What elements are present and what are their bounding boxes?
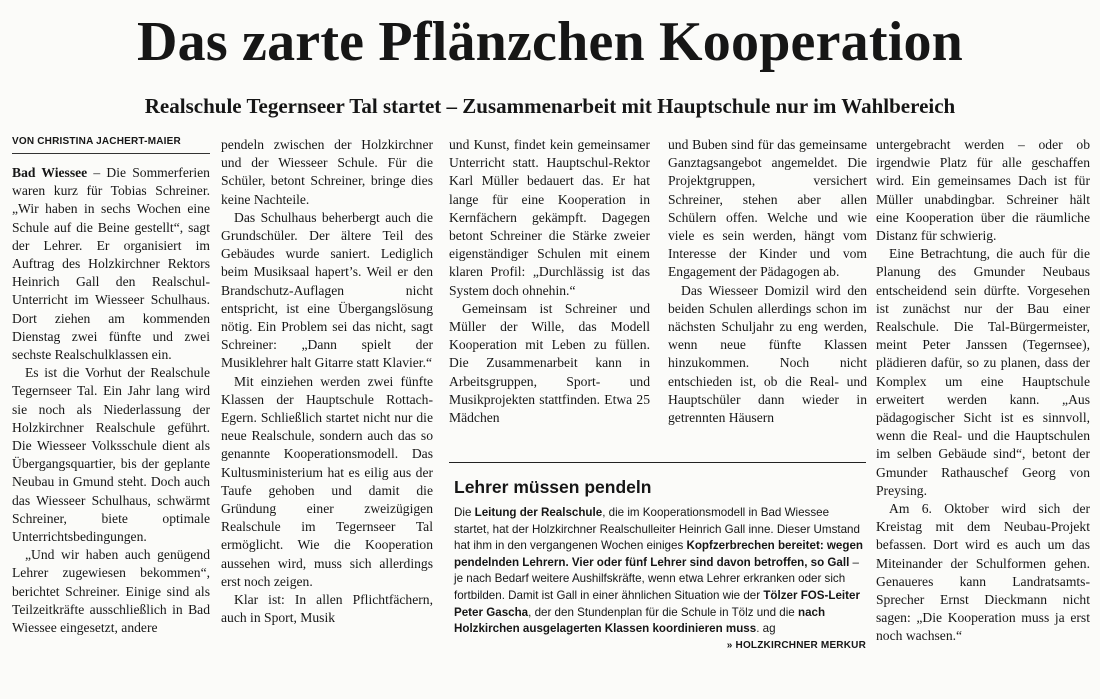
box-bold: nach Holzkirchen ausgelagerten Klassen koordinieren muss: [454, 605, 826, 636]
box-text: , der den Stundenplan für die Schule in Tölz und die: [528, 605, 798, 619]
column-3: [449, 136, 650, 427]
column-5: [876, 136, 1090, 646]
paragraph: „Und wir haben auch genügend Lehrer zugewiesen bekommen“, berichtet Schreiner. Einige sind als Teilzeitkräfte ausschließlich in Bad Wiessee eingesetzt, andere: [12, 547, 210, 636]
source-credit: » HOLZKIRCHNER MERKUR: [726, 639, 866, 651]
paragraph: und Buben sind für das gemeinsame Ganztagsangebot angemeldet. Die Projektgruppen, versichert Schreiner, stehen aber allen Schülern offen. Welche und wie viele es sein werden, hängt vom Interesse der Kinder und vom Engagement der Pädagogen ab.: [668, 137, 867, 280]
box-bold: Leitung der Realschule: [474, 506, 603, 519]
column-4: [668, 136, 867, 427]
paragraph: Das Wiesseer Domizil wird den beiden Schulen allerdings schon im nächsten Schuljahr zu eng werden, wenn neue fünfte Klassen hinzukommen. Noch nicht entschieden ist, ob die Real- und Hauptschüler dann wieder in getrennten Häusern: [668, 282, 867, 426]
column-2: [221, 136, 433, 627]
box-bold: Kopfzerbrechen bereitet: wegen pendelnden Lehrern. Vier oder fünf Lehrer sind davon betroffen, so Gall: [454, 539, 863, 569]
info-box-title: Lehrer müssen pendeln: [454, 477, 652, 497]
byline: VON CHRISTINA JACHERT-MAIER: [12, 136, 210, 154]
box-text: . ag: [756, 622, 776, 636]
paragraph: [12, 164, 210, 364]
paragraph: Das Schulhaus beherbergt auch die Grundschüler. Der ältere Teil des Gebäudes wurde saniert. Lediglich beim Musiksaal hapert’s. Weil er den Brandschutz-Auflagen nicht entspricht, ist eine Übergangslösung nötig. Ein Problem sei das nicht, sagt Schreiner: „Dann spielt der Musiklehrer halt Gitarre statt Klavier.“: [221, 209, 433, 371]
paragraph: Am 6. Oktober wird sich der Kreistag mit dem Neubau-Projekt befassen. Dort wird es auch um das Miteinander der Schulformen gehen. Genaueres kann Landratsamts-Sprecher Ernst Dieckmann nicht sagen: „Die Kooperation muss ja erst noch wachsen.“: [876, 501, 1090, 644]
paragraph: Es ist die Vorhut der Realschule Tegernseer Tal. Ein Jahr lang wird sie noch als Niederlassung der Holzkirchner Realschule geführt. Die Wiesseer Volksschule dient als Übergangsquartier, bis der geplante Neubau in Gmund steht. Doch auch das Wiesseer Schulhaus, schwärmt Schreiner, biete optimale Unterrichtsbedingungen.: [12, 365, 210, 545]
headline: Das zarte Pflänzchen Kooperation: [136, 11, 964, 73]
column-1: [12, 136, 210, 637]
paragraph: Gemeinsam ist Schreiner und Müller der Wille, das Modell Kooperation mit Leben zu füllen. Die Zusammenarbeit kann in Arbeitsgruppen, Sport- und Musikprojekten stattfinden. Etwa 25 Mädchen: [449, 300, 650, 426]
box-bold: Tölzer FOS-Leiter Peter Gascha: [454, 588, 860, 619]
info-box-body: [454, 505, 866, 651]
subheadline: Realschule Tegernseer Tal startet – Zusammenarbeit mit Hauptschule nur im Wahlbereich: [144, 94, 956, 118]
box-text: , die im Kooperationsmodell in Bad Wiessee startet, hat der Holzkirchner Realschulleiter Heinrich Gall inne. Dieser Umstand hat ihm in den vergangenen Wochen einiges: [454, 506, 860, 553]
paragraph: pendeln zwischen der Holzkirchner und der Wiesseer Schule. Für die Schüler, betont Schreiner, bringe dies keine Nachteile.: [221, 137, 433, 207]
paragraph-text: – Die Sommerferien waren kurz für Tobias Schreiner. „Wir haben in sechs Wochen eine Schule auf die Beine gestellt“, sagt der Lehrer. Er organisiert im Auftrag des Holzkirchner Rektors Heinrich Gall den Realschul-Unterricht im Wiesseer Schulhaus. Dort ziehen am kommenden Dienstag zwei fünfte und zwei sechste Realschulklassen ein.: [12, 165, 210, 363]
paragraph: und Kunst, findet kein gemeinsamer Unterricht statt. Hauptschul-Rektor Karl Müller bedauert das. Er hat lange für eine Kooperation in Kernfächern gekämpft. Dagegen betont Schreiner die Stärke zweier eigenständiger Schulen mit einem klaren Profil: „Durchlässig ist das System doch ohnehin.“: [449, 137, 650, 298]
box-text: Die: [454, 506, 475, 519]
paragraph: untergebracht werden – oder ob irgendwie Platz für alle geschaffen wird. Ein gemeinsames Dach ist für Müller unabdingbar. Schreiner hält eine Kooperation über die räumliche Distanz für schwierig.: [876, 137, 1090, 244]
dateline: Bad Wiessee: [12, 165, 88, 180]
paragraph: Mit einziehen werden zwei fünfte Klassen der Hauptschule Rottach-Egern. Schließlich startet nicht nur die neue Realschule, sondern auch das so genannte Kooperationsmodell. Das Kultusministerium hat es eilig aus der Taufe gehoben und damit die Gründung einer zweizügigen Realschule im Tegernseer Tal ermöglicht. Wie die Kooperation aussehen wird, muss sich allerdings erst noch zeigen.: [221, 373, 433, 589]
paragraph: Klar ist: In allen Pflichtfächern, auch in Sport, Musik: [221, 592, 433, 626]
paragraph: Eine Betrachtung, die auch für die Planung des Gmunder Neubaus entscheidend sein dürfte. Vorgesehen ist zunächst nur der Bau einer Realschule. Die Tal-Bürgermeister, meint Peter Janssen (Tegernsee), plädieren dafür, so zu planen, dass der Komplex um eine Hauptschule erweitert werden kann. „Aus pädagogischer Sicht ist es sinnvoll, wenn die Real- und die Hauptschulen im selben Gebäude sind“, betont der Gmunder Rathauschef Georg von Preysing.: [876, 246, 1090, 498]
box-text: – je nach Bedarf weitere Aushilfskräfte, wenn etwa Lehrer erkranken oder sich fortbilden. Damit ist Gall in einer ähnlichen Situation wie der: [454, 555, 859, 602]
info-box: [449, 462, 866, 654]
